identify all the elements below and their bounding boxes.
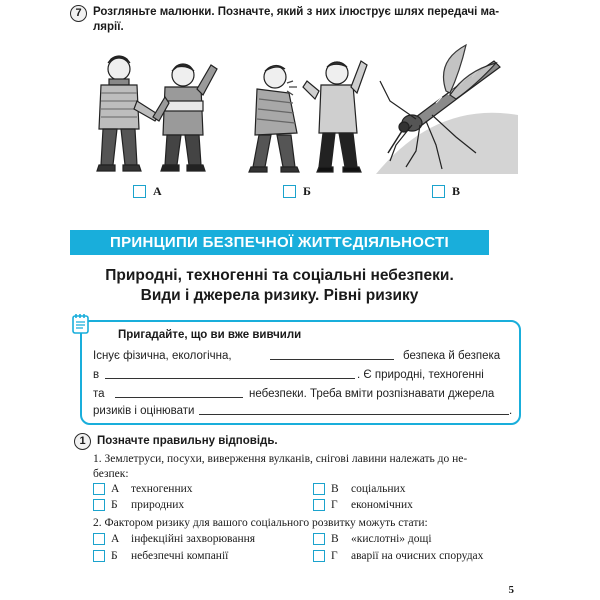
- question-number-7: 7: [70, 5, 87, 22]
- question-7-text: [93, 5, 533, 35]
- illustration-mosquito: [376, 41, 518, 174]
- choice-a-label: А: [153, 184, 162, 198]
- subquestion-1-line2: безпек:: [93, 468, 129, 480]
- choice-v-label: В: [452, 184, 461, 198]
- choice-b-label: Б: [303, 184, 311, 198]
- option-2-v-letter: В: [331, 533, 339, 545]
- reminder-text-2b: . Є природні, техногенні: [357, 369, 484, 381]
- checkbox-a[interactable]: [133, 185, 146, 198]
- option-2-a-text: інфекційні захворювання: [131, 533, 256, 545]
- option-2-g-letter: Г: [331, 550, 338, 562]
- subquestion-1-line1: 1. Землетруси, посухи, виверження вулканів, снігові лавини належать до не-: [93, 453, 468, 465]
- reminder-title: Пригадайте, що ви вже вивчили: [118, 329, 302, 341]
- reminder-text-4a: ризиків і оцінювати: [93, 405, 195, 417]
- option-2-v-text: «кислотні» дощі: [351, 533, 432, 545]
- option-1-v-letter: В: [331, 483, 339, 495]
- option-1-a-letter: А: [111, 483, 120, 495]
- checkbox-1-b[interactable]: [93, 499, 105, 511]
- option-2-b-text: небезпечні компанії: [131, 550, 229, 562]
- option-1-b-letter: Б: [111, 499, 118, 511]
- option-2-b[interactable]: [93, 550, 228, 562]
- checkbox-2-b[interactable]: [93, 550, 105, 562]
- checkbox-2-a[interactable]: [93, 533, 105, 545]
- option-1-g[interactable]: [313, 499, 413, 511]
- question-7-text-line2: лярії.: [93, 21, 124, 33]
- blank-3[interactable]: [115, 387, 243, 398]
- option-2-g-text: аварії на очисних спорудах: [351, 550, 484, 562]
- option-1-b-text: природних: [131, 499, 185, 511]
- page-number: 5: [508, 584, 514, 596]
- illustration-sneeze: [227, 41, 370, 174]
- question-number-1: 1: [74, 433, 91, 450]
- illustration-handshake: [79, 41, 222, 174]
- choice-b[interactable]: [283, 184, 311, 199]
- section-banner: ПРИНЦИПИ БЕЗПЕЧНОЇ ЖИТТЄДІЯЛЬНОСТІ: [70, 230, 489, 255]
- option-2-a-letter: А: [111, 533, 120, 545]
- option-2-v[interactable]: [313, 533, 432, 545]
- option-1-g-letter: Г: [331, 499, 338, 511]
- subquestion-2-line1: 2. Фактором ризику для вашого соціального розвитку можуть стати:: [93, 517, 428, 529]
- reminder-text-2a: в: [93, 369, 100, 381]
- checkbox-2-v[interactable]: [313, 533, 325, 545]
- reminder-text-3b: небезпеки. Треба вміти розпізнавати джерела: [249, 388, 495, 400]
- option-1-b[interactable]: [93, 499, 184, 511]
- option-1-v-text: соціальних: [351, 483, 406, 495]
- checkbox-v[interactable]: [432, 185, 445, 198]
- reminder-text-1a: Існує фізична, екологічна,: [93, 350, 232, 362]
- checkbox-b[interactable]: [283, 185, 296, 198]
- reminder-text-1b: безпека й безпека: [403, 350, 501, 362]
- checkbox-2-g[interactable]: [313, 550, 325, 562]
- blank-4[interactable]: [199, 404, 509, 415]
- subtitle-line1: Природні, техногенні та соціальні небезпеки.: [105, 267, 454, 284]
- option-1-v[interactable]: [313, 483, 405, 495]
- option-1-a[interactable]: [93, 483, 193, 495]
- reminder-text-4b: .: [509, 405, 513, 417]
- subtitle-line2: Види і джерела ризику. Рівні ризику: [140, 287, 419, 304]
- reminder-text-3a: та: [93, 388, 105, 400]
- option-1-a-text: техногенних: [131, 483, 193, 495]
- option-1-g-text: економічних: [351, 499, 413, 511]
- question-7-text-line1: Розгляньте малюнки. Позначте, який з них ілюструє шлях передачі ма-: [93, 6, 500, 18]
- checkbox-1-a[interactable]: [93, 483, 105, 495]
- choice-a[interactable]: [133, 184, 162, 199]
- checkbox-1-v[interactable]: [313, 483, 325, 495]
- blank-1[interactable]: [270, 349, 394, 360]
- option-2-b-letter: Б: [111, 550, 118, 562]
- blank-2[interactable]: [105, 368, 355, 379]
- checkbox-1-g[interactable]: [313, 499, 325, 511]
- choice-v[interactable]: [432, 184, 460, 199]
- option-2-a[interactable]: [93, 533, 255, 545]
- notepad-icon: [71, 313, 91, 335]
- question-1-title: Позначте правильну відповідь.: [97, 435, 278, 447]
- option-2-g[interactable]: [313, 550, 483, 562]
